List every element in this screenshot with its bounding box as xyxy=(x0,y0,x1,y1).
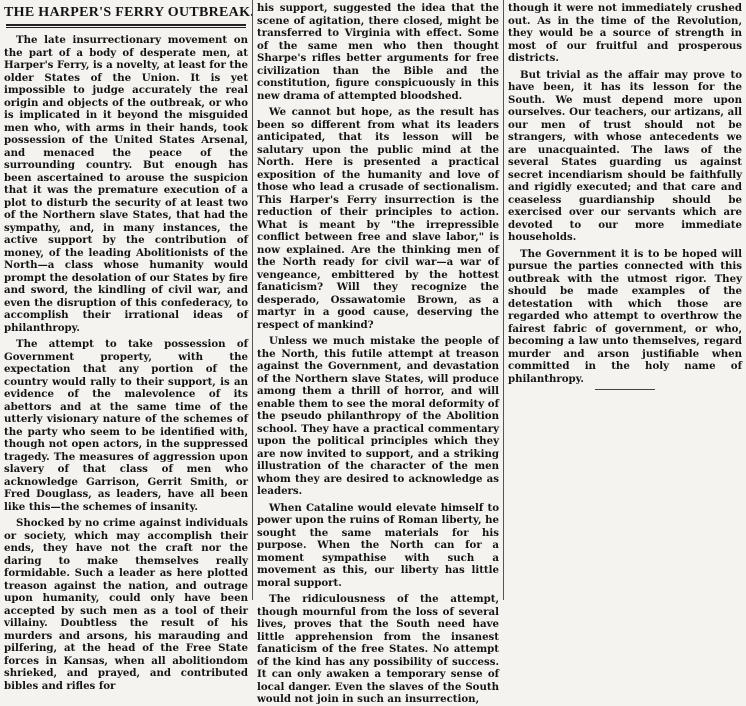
paragraph: But trivial as the affair may prove to have been, it has its lesson for the South. We must depend more upon ourselves. Our teachers, our artizans, all our men of trust should not be strangers, with whose antecedents we are unacquainted. The laws of the several States guarding us against secret incendiarism should be faithfully and rigidly executed; and that care and ceaseless guardianship should be exercised over our servants which are devoted to our more immediate households. xyxy=(508,68,742,243)
title-rule xyxy=(6,24,246,28)
end-rule xyxy=(595,389,655,390)
article-title: THE HARPER'S FERRY OUTBREAK. xyxy=(4,5,255,20)
paragraph-continued: his support, suggested the idea that the scene of agitation, there closed, might be transferred to Virginia with effect. Some of the same men who then thought Sharpe's rifles better arguments for free civilization than the Bible and the constitution, figure conspicuously in this new drama of attempted bloodshed. xyxy=(257,2,499,102)
column-2 xyxy=(252,0,503,705)
paragraph: We cannot but hope, as the result has been so different from what its leaders anticipated, that its lesson will be salutary upon the public mind at the North. Here is presented a practical exposition of the humanity and love of those who lead a crusade of sectionalism. This Harper's Ferry insurrection is the reduction of their principles to action. What is meant by "the irrepressible conflict between free and slave labor," is now explained. Are the thinking men of the North ready for civil war—a war of vengeance, embittered by the hottest fanaticism? Will they recognize the desperado, Ossawatomie Brown, as a martyr in a good cause, deserving the respect of mankind? xyxy=(257,106,499,331)
paragraph: The late insurrectionary movement on the part of a body of desperate men, at Harper's Ferry, is a novelty, at least for the older States of the Union. It is yet impossible to judge accurately the real origin and objects of the outbreak, or who is implicated in it beyond the misguided men who, with arms in their hands, took possession of the United States Arsenal, and menaced the peace of the surrounding country. But enough has been ascertained to arouse the suspicion that it was the premature execution of a plot to disturb the security of at least two of the Northern slave States, that had the sympathy, and, in many instances, the active support by the contribution of money, of the leading Abolitionists of the North—a class whose humanity would prompt the desolation of our States by fire and sword, the kindling of civil war, and even the disruption of this confederacy, to accomplish their irrational ideas of philanthropy. xyxy=(4,34,248,334)
paragraph: The Government it is to be hoped will pursue the parties connected with this outbreak with the utmost rigor. They should be made examples of the detestation with which those are regarded who attempt to overthrow the fairest fabric of government, or who, becoming a law unto themselves, regard murder and arson justifiable when committed in the holy name of philanthropy. xyxy=(508,247,742,385)
column-3 xyxy=(503,0,746,600)
paragraph: When Cataline would elevate himself to power upon the ruins of Roman liberty, he sought the same materials for his purpose. When the North can for a moment sympathise with such a movement as this, our liberty has little moral support. xyxy=(257,501,499,589)
paragraph-continued: though it were not immediately crushed out. As in the time of the Revolution, they would be a source of strength in most of our fruitful and prosperous districts. xyxy=(508,2,742,64)
paragraph: The attempt to take possession of Government property, with the expectation that any portion of the country would rally to their support, is an evidence of the malevolence of its abettors and at the same time of the utterly visionary nature of the schemes of the party who seem to be identified with, though not open actors, in the suppressed tragedy. The measures of aggression upon slavery of that class of men who acknowledge Garrison, Gerrit Smith, or Fred Douglass, as leaders, have all been like this—the schemes of insanity. xyxy=(4,338,248,513)
paragraph: Shocked by no crime against individuals or society, which may accomplish their ends, they have not the craft nor the daring to make themselves really formidable. Such a leader as here plotted treason against the nation, and outrage upon humanity, could only have been accepted by such men as a tool of their villainy. Doubtless the result of his murders and arsons, his marauding and pilfering, at the head of the Free State forces in Kansas, when all abolitiondom shrieked, and prayed, and contributed bibles and rifles for xyxy=(4,517,248,692)
paragraph: The ridiculousness of the attempt, though mournful from the loss of several lives, proves that the South need have little apprehension from the insanest fanaticism of the free States. No attempt of the kind has any possibility of success. It can only awaken a temporary sense of local danger. Even the slaves of the South would not join in such an insurrection, xyxy=(257,593,499,705)
paragraph: Unless we much mistake the people of the North, this futile attempt at treason against the Government, and devastation of the Northern slave States, will produce among them a thrill of horror, and will enable them to see the moral deformity of the pseudo philanthropy of the Abolition school. They have a practical commentary upon the political principles which they are now invited to support, and a striking illustration of the character of the men whom they are desired to acknowledge as leaders. xyxy=(257,335,499,497)
column-1 xyxy=(0,0,255,692)
